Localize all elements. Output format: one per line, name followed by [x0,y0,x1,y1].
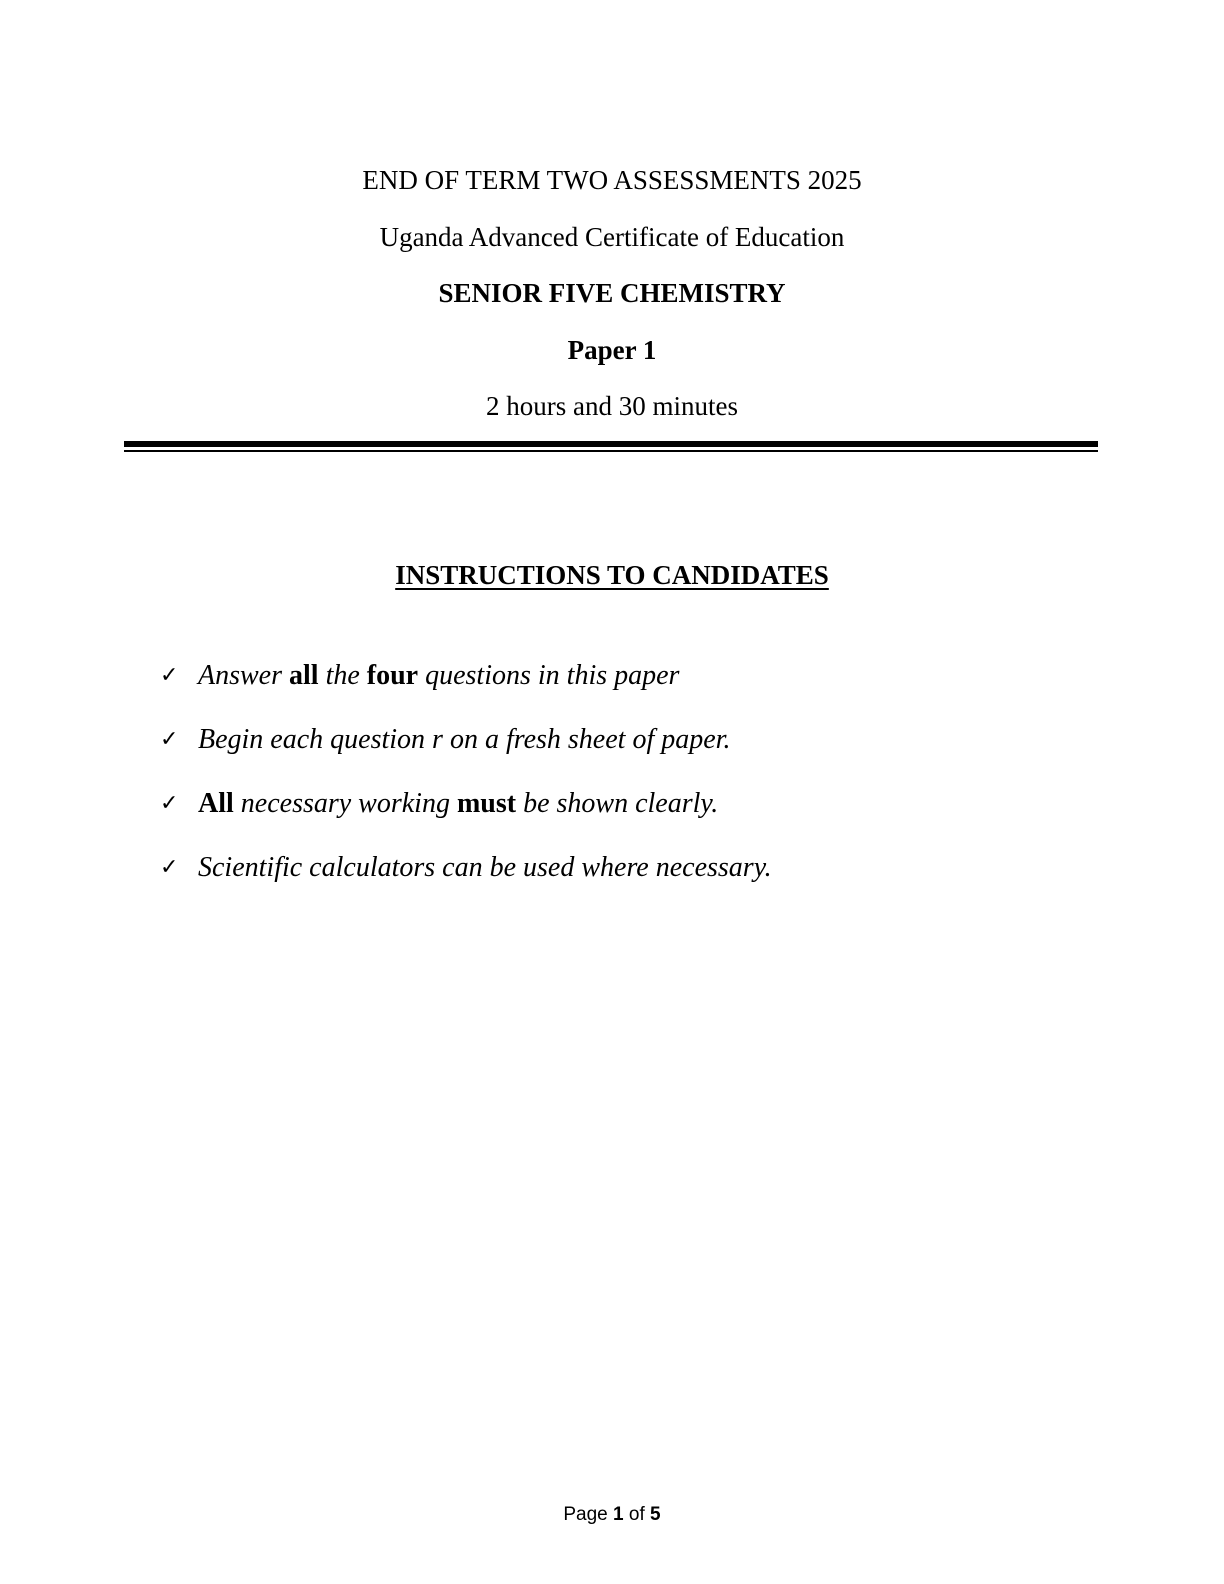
page-word: Page [563,1504,608,1525]
instruction-item [160,660,1110,692]
instruction-emphasis: four [366,660,419,691]
certificate-title: Uganda Advanced Certificate of Education [379,222,845,252]
check-mark-icon: ✓ [160,727,179,752]
of-word: of [628,1504,645,1525]
instruction-list [160,660,1110,916]
instruction-text [198,852,772,884]
instruction-emphasis: all [289,660,319,691]
check-mark-icon: ✓ [160,791,179,816]
current-page-number: 1 [613,1504,624,1525]
instruction-emphasis: must [456,788,517,819]
instruction-item [160,852,1110,884]
check-mark-icon: ✓ [160,855,179,880]
exam-duration: 2 hours and 30 minutes [486,391,738,421]
instruction-text [198,660,679,692]
paper-number: Paper 1 [567,335,657,365]
total-pages-number: 5 [650,1504,661,1525]
instruction-emphasis: All [198,788,234,819]
check-mark-icon: ✓ [160,663,179,688]
instruction-text [198,724,730,756]
exam-title: END OF TERM TWO ASSESSMENTS 2025 [362,165,862,195]
instruction-segment: necessary working [233,788,457,819]
instructions-heading: INSTRUCTIONS TO CANDIDATES [395,560,829,590]
header-divider-thick [124,441,1098,447]
instruction-item [160,724,1110,756]
instruction-segment: the [318,660,367,691]
instruction-segment: be shown clearly. [516,788,719,819]
instruction-item [160,788,1110,820]
instruction-segment: questions in this paper [418,660,680,691]
header-divider-thin [124,450,1098,452]
page-footer [0,1503,1224,1527]
subject-title: SENIOR FIVE CHEMISTRY [438,278,786,308]
instruction-segment: Scientific calculators can be used where necessary. [198,852,772,883]
instruction-segment: Begin each question r on a fresh sheet of paper. [198,724,731,755]
instruction-segment: Answer [198,660,289,691]
instruction-text [198,788,718,820]
